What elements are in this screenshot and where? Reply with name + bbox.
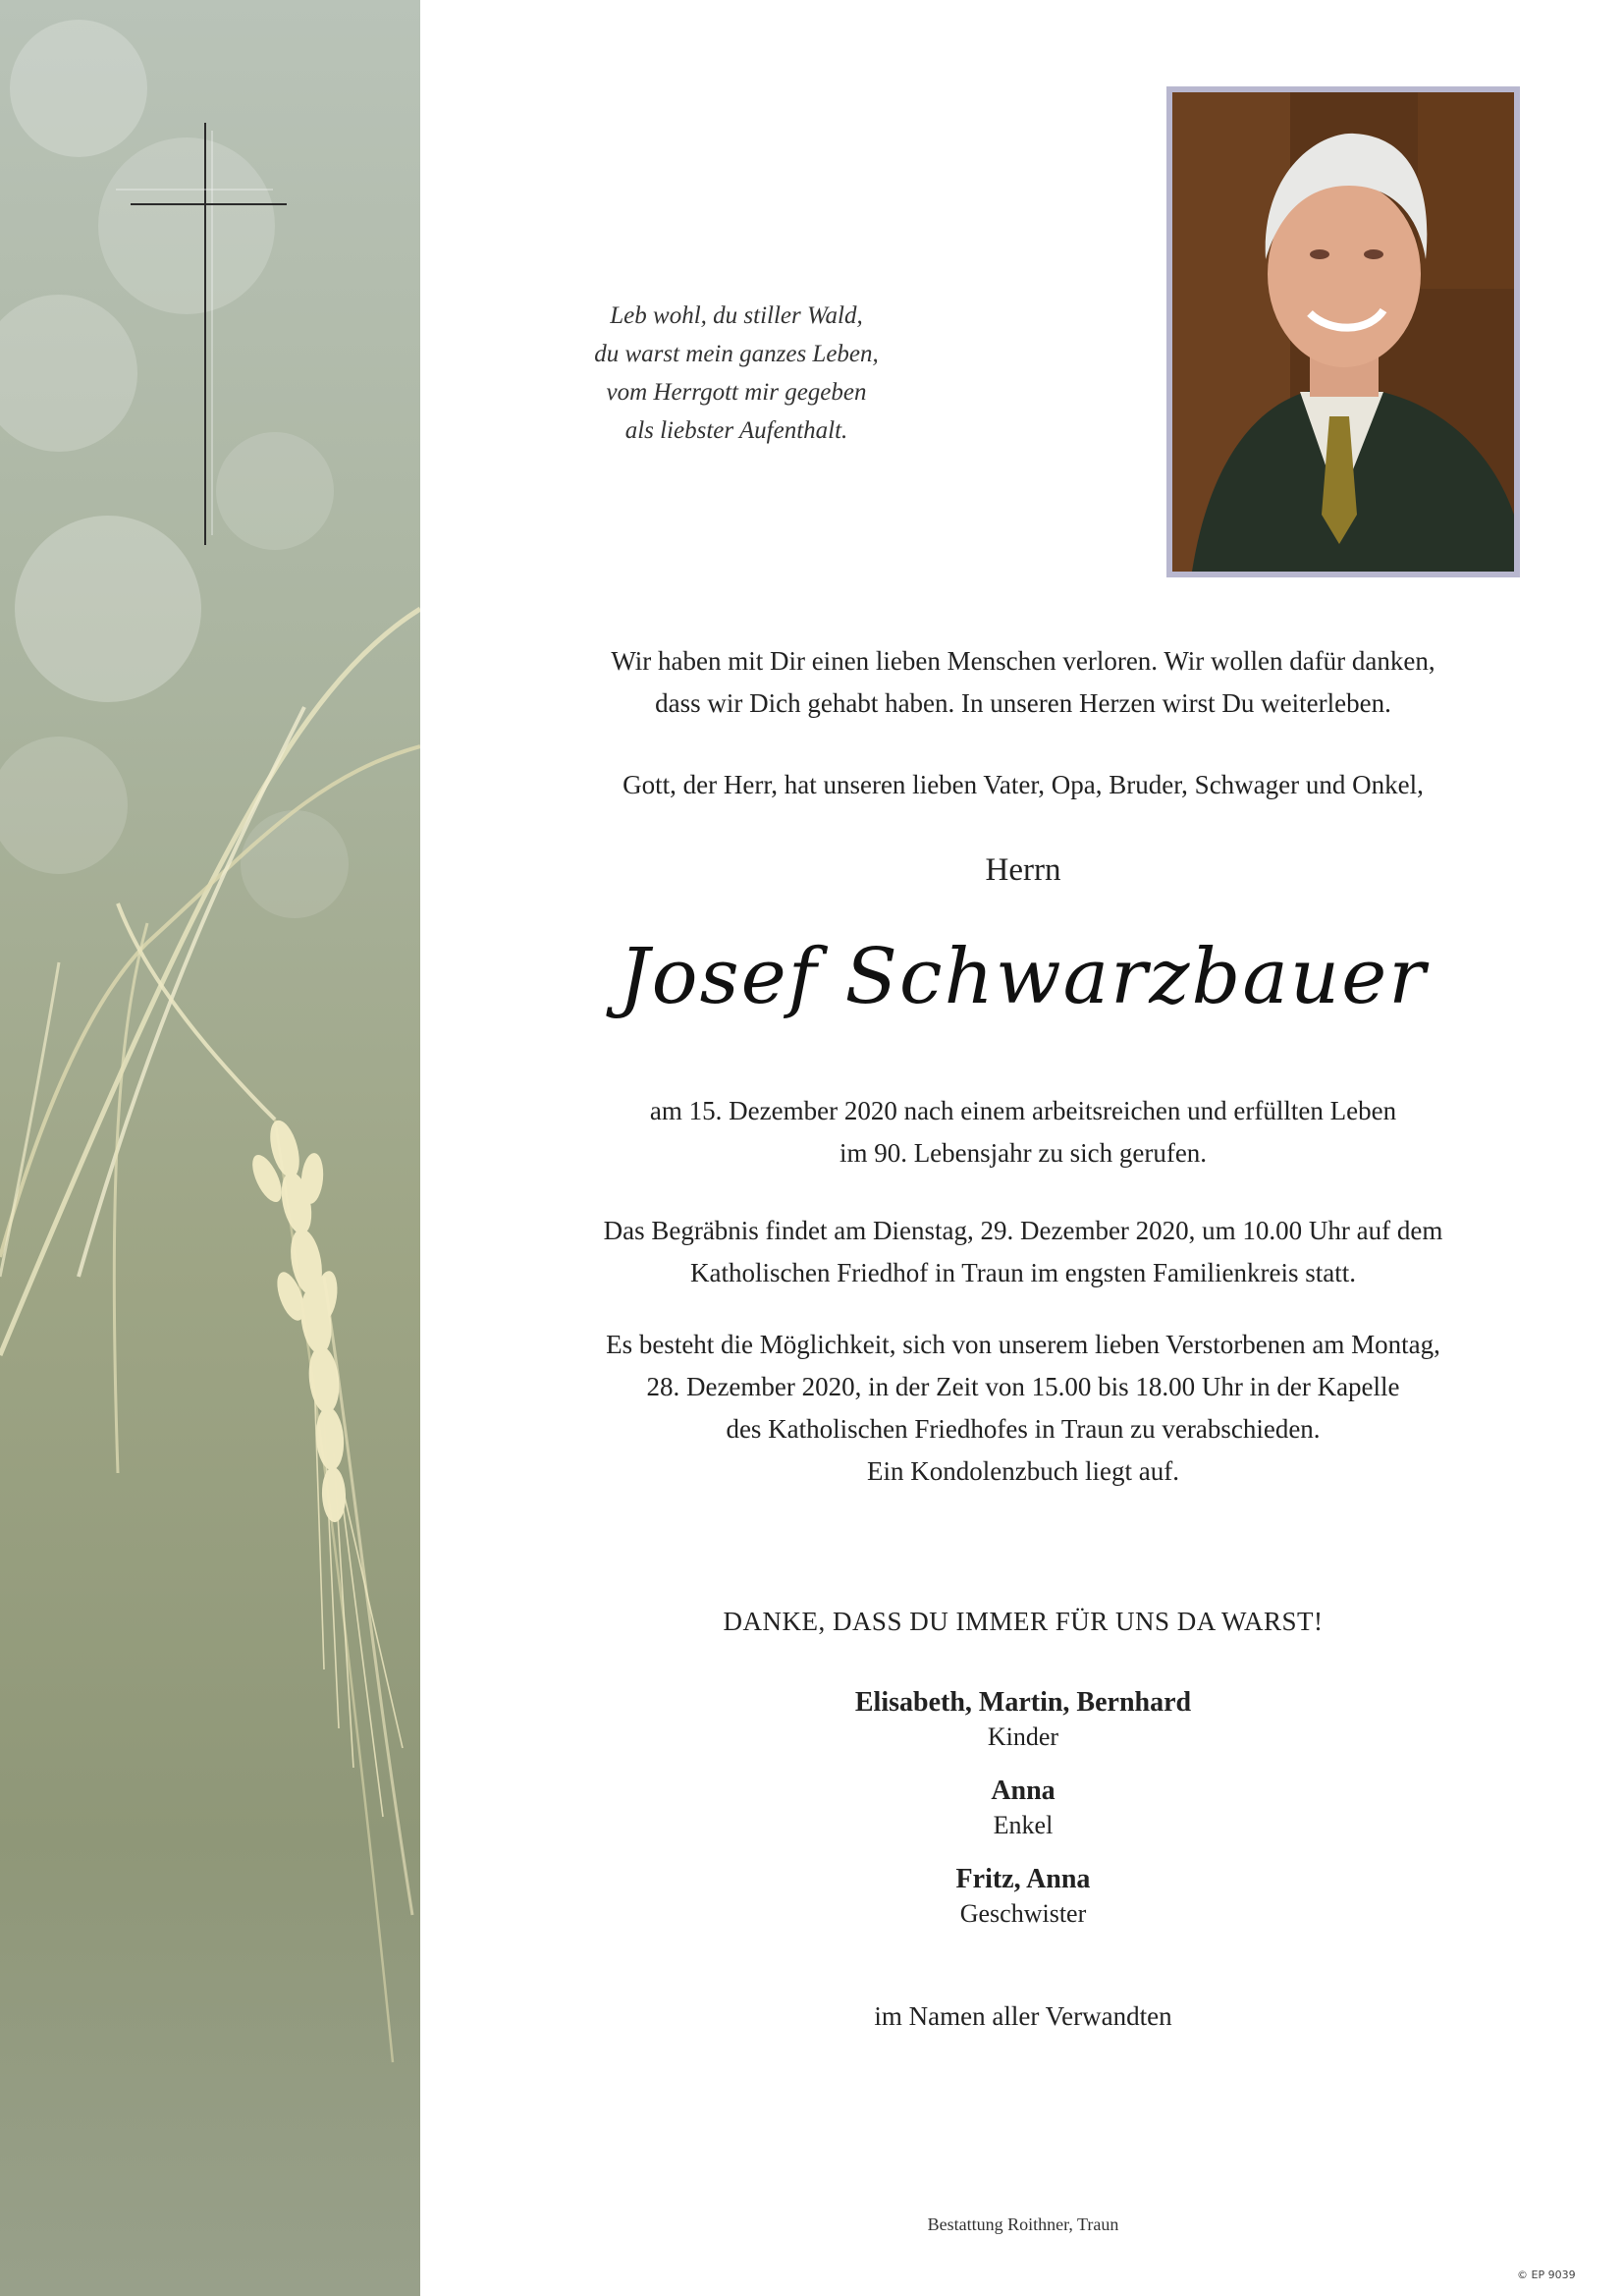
verse-line: vom Herrgott mir gegeben <box>606 379 867 406</box>
farewell-line: Ein Kondolenzbuch liegt auf. <box>867 1456 1179 1486</box>
death-line: am 15. Dezember 2020 nach einem arbeitsreichen und erfüllten Leben <box>649 1096 1397 1125</box>
funeral-line: Katholischen Friedhof in Traun im engsten Familienkreis statt. <box>690 1258 1356 1287</box>
print-code: © EP 9039 <box>1517 2269 1576 2281</box>
undertaker-credit: Bestattung Roithner, Traun <box>927 2214 1119 2234</box>
memorial-verse <box>530 297 943 450</box>
farewell-notice <box>422 1324 1624 1493</box>
death-notice <box>422 1090 1624 1175</box>
honorific: Herrn <box>985 852 1061 888</box>
intro-line: dass wir Dich gehabt haben. In unseren Herzen wirst Du weiterleben. <box>655 688 1391 718</box>
death-line: im 90. Lebensjahr zu sich gerufen. <box>839 1138 1208 1168</box>
family-role: Geschwister <box>959 1899 1087 1928</box>
decorative-sidebar <box>0 0 420 2296</box>
portrait-photo <box>1172 92 1514 572</box>
verse-line: als liebster Aufenthalt. <box>624 417 848 444</box>
announcement-text: Gott, der Herr, hat unseren lieben Vater, Opa, Bruder, Schwager und Onkel, <box>623 770 1424 799</box>
family-names: Elisabeth, Martin, Bernhard <box>854 1687 1192 1718</box>
funeral-notice <box>422 1210 1624 1294</box>
verse-line: du warst mein ganzes Leben, <box>594 341 879 367</box>
farewell-line: des Katholischen Friedhofes in Traun zu verabschieden. <box>726 1414 1321 1444</box>
intro-line: Wir haben mit Dir einen lieben Menschen verloren. Wir wollen dafür danken, <box>611 646 1435 676</box>
intro-text <box>422 640 1624 725</box>
farewell-line: Es besteht die Möglichkeit, sich von unserem lieben Verstorbenen am Montag, <box>606 1330 1440 1359</box>
family-list <box>422 1687 1624 1929</box>
family-role: Enkel <box>993 1811 1054 1839</box>
wheat-ear-image <box>0 0 420 2296</box>
funeral-line: Das Begräbnis findet am Dienstag, 29. Dezember 2020, um 10.00 Uhr auf dem <box>603 1216 1443 1245</box>
portrait-frame <box>1166 86 1520 577</box>
verse-line: Leb wohl, du stiller Wald, <box>610 302 863 329</box>
relatives-line: im Namen aller Verwandten <box>874 2001 1172 2031</box>
thanks-line: DANKE, DASS DU IMMER FÜR UNS DA WARST! <box>723 1607 1324 1636</box>
family-names: Fritz, Anna <box>955 1864 1091 1894</box>
farewell-line: 28. Dezember 2020, in der Zeit von 15.00 bis 18.00 Uhr in der Kapelle <box>646 1372 1400 1401</box>
family-role: Kinder <box>987 1722 1059 1751</box>
family-names: Anna <box>991 1776 1056 1806</box>
deceased-name: Josef Schwarzbauer <box>619 933 1428 1021</box>
